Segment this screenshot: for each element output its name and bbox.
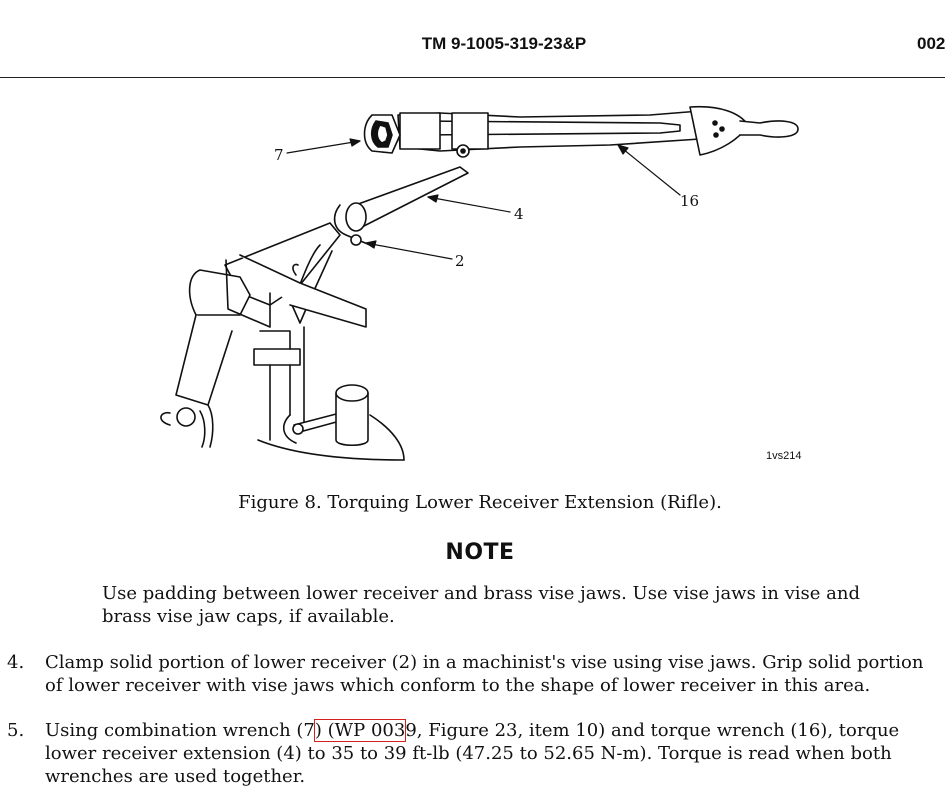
step-text	[45, 719, 940, 788]
callout-leaders	[287, 139, 680, 259]
step-number: 5.	[7, 720, 25, 741]
note-text: Use padding between lower receiver and brass vise jaws. Use vise jaws in vise and brass vise jaw caps, if available.	[102, 583, 860, 627]
callout-2: 2	[455, 252, 465, 270]
receiver-extension-drawing	[335, 167, 468, 245]
step-text-after: 9, Figure 23, item 10) and torque wrench (16), torque lower receiver extension (4) to 35 to 39 ft-lb (47.25 to 52.65 N-m). Torque is read when both wrenches are used together.	[45, 720, 900, 787]
figure-caption: Figure 8. Torquing Lower Receiver Extension (Rifle).	[238, 492, 722, 513]
rifle-vise-drawing	[0, 95, 945, 470]
note-heading: NOTE	[445, 540, 515, 565]
figure-torquing-illustration	[0, 95, 945, 470]
callout-4: 4	[514, 205, 524, 223]
lower-receiver-drawing	[161, 223, 340, 447]
callout-7: 7	[274, 146, 284, 164]
header-divider	[0, 77, 945, 78]
document-title: TM 9-1005-319-23&P	[421, 34, 587, 53]
wp-0039-reference-link[interactable]: ) (WP 003	[314, 720, 406, 741]
work-package-number: 002	[917, 34, 945, 53]
torque-wrench-drawing	[398, 107, 798, 157]
step-text-before: Using combination wrench (7	[45, 720, 315, 741]
callout-16: 16	[680, 192, 700, 210]
step-text: Clamp solid portion of lower receiver (2) in a machinist's vise using vise jaws. Grip solid portion of lower receiver with vise jaws which conform to the shape of lower receiver in this area.	[45, 652, 924, 696]
figure-id: 1vs214	[766, 450, 802, 462]
step-number: 4.	[7, 652, 25, 673]
combination-wrench-drawing	[365, 115, 401, 153]
